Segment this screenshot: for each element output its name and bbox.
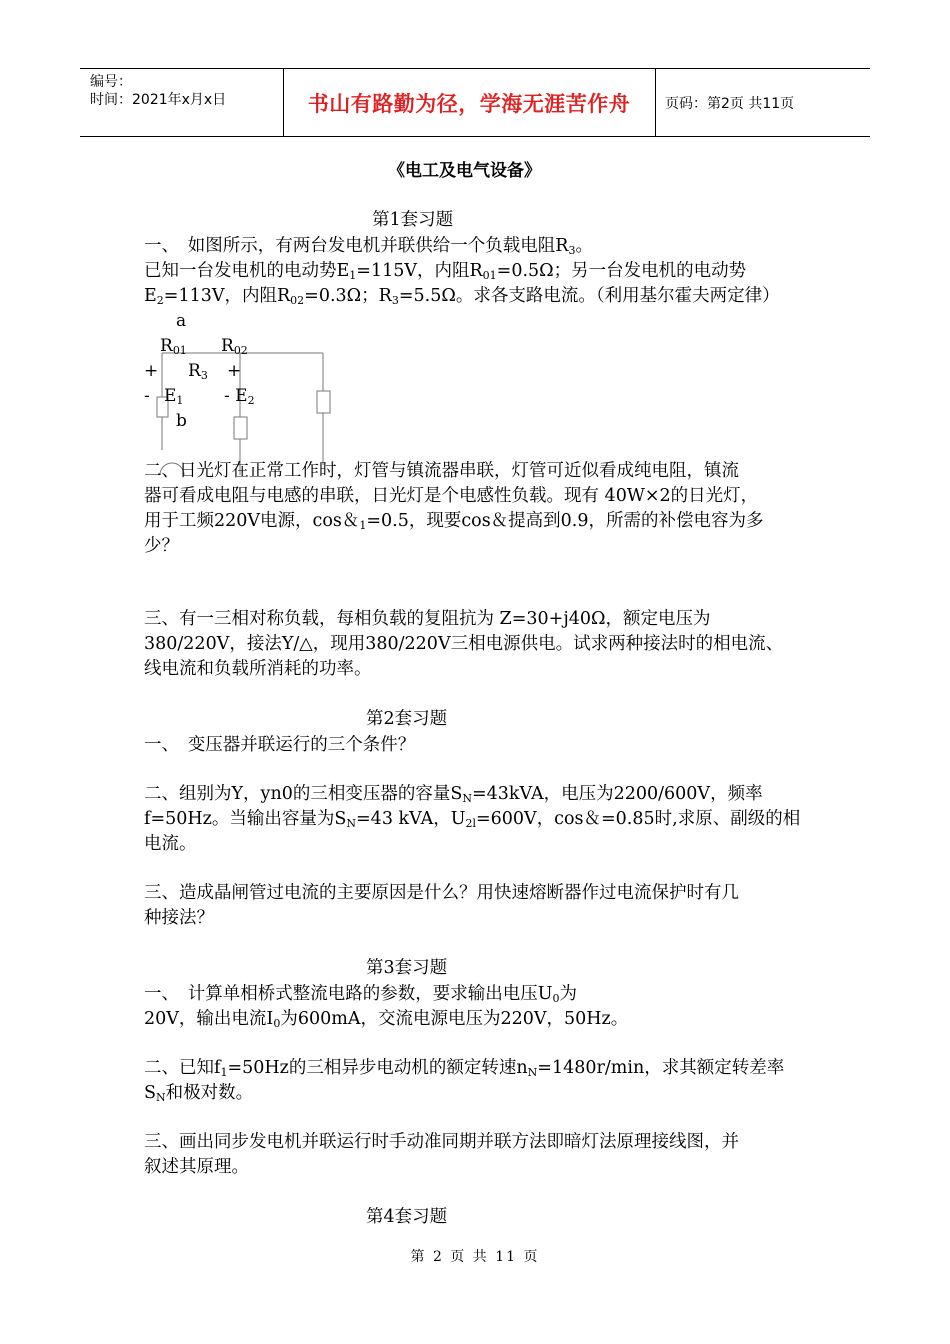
circuit-diagram bbox=[140, 305, 340, 475]
set1-q3-line1: 三、有一三相对称负载，每相负载的复阻抗为 Z=30+j40Ω，额定电压为 bbox=[144, 609, 711, 629]
header-page-label: 页码：第2页 共11页 bbox=[665, 96, 795, 112]
set3-q1-line1: 一、 计算单相桥式整流电路的参数，要求输出电压$U_0$为 bbox=[144, 984, 577, 1005]
set1-q2-line1: 二、日光灯在正常工作时，灯管与镇流器串联，灯管可近似看成纯电阻，镇流 bbox=[144, 461, 739, 481]
set2-q2-line3: 电流。 bbox=[144, 834, 197, 854]
set3-q3-line2: 叙述其原理。 bbox=[144, 1157, 249, 1177]
r02-label: $R_{02}$ bbox=[221, 336, 248, 357]
set1-q2-line3: 用于工频220V电源，cos＆$_1$=0.5，现要cos＆提高到0.9，所需的补偿电容为多 bbox=[144, 511, 764, 532]
set3-heading: 第3套习题 bbox=[366, 958, 448, 978]
header-divider bbox=[655, 69, 656, 136]
set1-q1-line3: $E_2=113V$，内阻$R_{02}=0.3\Omega$；$R_3=5.5\Omega$。求各支路电流。（利用基尔霍夫两定律） bbox=[144, 286, 780, 307]
set3-q1-line2: 20V，输出电流$I_0$为600mA，交流电源电压为220V，50Hz。 bbox=[144, 1009, 629, 1030]
minus-1-label: - bbox=[144, 386, 150, 406]
set2-q2-line2: f=50Hz。当输出容量为$S_N=43$ kVA，$U_{2l}=600V$，cos＆=0.85时,求原、副级的相 bbox=[144, 809, 801, 830]
node-a-label: a bbox=[176, 311, 187, 331]
set2-q3-line1: 三、造成晶闸管过电流的主要原因是什么？用快速熔断器作过电流保护时有几 bbox=[144, 883, 739, 903]
code-label: 编号： bbox=[90, 74, 132, 90]
plus-2-label: + bbox=[227, 361, 242, 381]
r3-label: $R_3$ bbox=[188, 361, 208, 382]
page-header bbox=[80, 68, 870, 137]
e1-label: $E_1$ bbox=[164, 386, 184, 407]
set1-q2-line4: 少？ bbox=[144, 536, 179, 556]
e2-label: - $E_2$ bbox=[224, 386, 255, 407]
plus-1-label: + bbox=[144, 361, 159, 381]
set3-q3-line1: 三、画出同步发电机并联运行时手动准同期并联方法即暗灯法原理接线图，并 bbox=[144, 1132, 739, 1152]
set1-q1-line1: 一、 如图所示，有两台发电机并联供给一个负载电阻$R_3$。 bbox=[144, 236, 593, 257]
node-b-label: b bbox=[176, 411, 187, 431]
header-meta bbox=[90, 73, 226, 109]
set3-q2-line2: $S_N$和极对数。 bbox=[144, 1083, 254, 1104]
date-label: 时间：2021年x月x日 bbox=[90, 92, 227, 108]
set2-heading: 第2套习题 bbox=[366, 709, 448, 729]
set1-q3-line2: 380/220V，接法Y/△，现用380/220V三相电源供电。试求两种接法时的相电流、 bbox=[144, 634, 784, 654]
set1-q3-line3: 线电流和负载所消耗的功率。 bbox=[144, 659, 372, 679]
set1-heading: 第1套习题 bbox=[372, 210, 454, 230]
page-footer: 第 2 页 共 11 页 bbox=[410, 1249, 540, 1265]
set1-q1-line2: 已知一台发电机的电动势$E_1=115V$，内阻$R_{01}=0.5\Omega$；另一台发电机的电动势 bbox=[144, 261, 747, 282]
set3-q2-line1: 二、已知$f_1=50Hz$的三相异步电动机的额定转速$n_N=1480r/\min$，求其额定转差率 bbox=[144, 1058, 785, 1079]
header-motto: 书山有路勤为径，学海无涯苦作舟 bbox=[307, 91, 631, 116]
r01-label: $R_{01}$ bbox=[160, 336, 187, 357]
set2-q1: 一、 变压器并联运行的三个条件？ bbox=[144, 735, 416, 755]
set2-q3-line2: 种接法？ bbox=[144, 908, 214, 928]
document-title: 《电工及电气设备》 bbox=[388, 161, 541, 181]
set1-q2-line2: 器可看成电阻与电感的串联，日光灯是个电感性负载。现有 40W×2的日光灯， bbox=[144, 486, 759, 506]
set4-heading: 第4套习题 bbox=[366, 1207, 448, 1227]
set2-q2-line1: 二、组别为Y，yn0的三相变压器的容量$S_N=43kVA$，电压为2200/600V，频率 bbox=[144, 784, 763, 805]
